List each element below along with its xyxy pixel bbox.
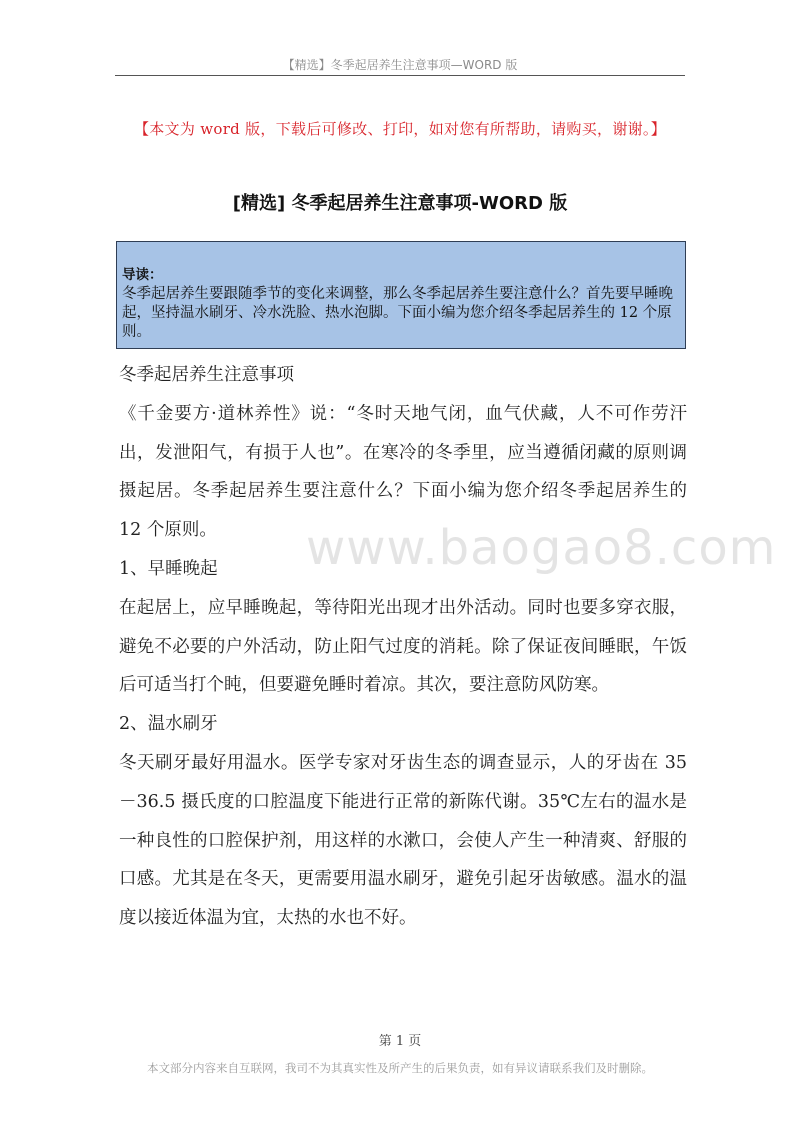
section-heading-1: 1、早睡晚起: [119, 558, 218, 579]
header-divider: [115, 75, 685, 76]
watermark: www.baogao8.com: [306, 520, 777, 576]
footer-disclaimer: 本文部分内容来自互联网，我司不为其真实性及所产生的后果负责，如有异议请联系我们及时删除。: [147, 1061, 653, 1075]
page-number: 第 1 页: [378, 1034, 422, 1049]
page-header: 【精选】冬季起居养生注意事项—WORD 版: [282, 58, 518, 72]
document-title: [精选] 冬季起居养生注意事项-WORD 版: [232, 193, 568, 214]
section-heading-2: 2、温水刷牙: [119, 714, 218, 735]
intro-paragraph: 《千金要方·道林养性》说：“冬时天地气闭，血气伏藏，人不可作劳汗出，发泄阳气，有损于人也”。在寒冷的冬季里，应当遵循闭藏的原则调摄起居。冬季起居养生要注意什么？下面小编为您介绍冬季起居养生的 12 个原则。: [119, 403, 687, 541]
guide-text: 冬季起居养生要跟随季节的变化来调整，那么冬季起居养生要注意什么？首先要早睡晚起，坚持温水刷牙、冷水洗脸、热水泡脚。下面小编为您介绍冬季起居养生的 12 个原则。: [122, 286, 673, 340]
section-paragraph-1: 在起居上，应早睡晚起，等待阳光出现才出外活动。同时也要多穿衣服，避免不必要的户外活动，防止阳气过度的消耗。除了保证夜间睡眠，午饭后可适当打个盹，但要避免睡时着凉。其次，要注意防风防寒。: [119, 597, 687, 696]
article-subtitle: 冬季起居养生注意事项: [119, 365, 294, 385]
section-paragraph-2: 冬天刷牙最好用温水。医学专家对牙齿生态的调查显示，人的牙齿在 35－36.5 摄氏度的口腔温度下能进行正常的新陈代谢。35℃左右的温水是一种良性的口腔保护剂，用这样的水漱口，会使人产生一种清爽、舒服的口感。尤其是在冬天，更需要用温水刷牙，避免引起牙齿敏感。温水的温度以接近体温为宜，太热的水也不好。: [119, 752, 687, 929]
purchase-notice: 【本文为 word 版，下载后可修改、打印，如对您有所帮助，请购买，谢谢。】: [133, 120, 667, 138]
article-body: [119, 356, 687, 938]
guide-box: [116, 241, 686, 349]
guide-label: 导读：: [122, 267, 163, 283]
